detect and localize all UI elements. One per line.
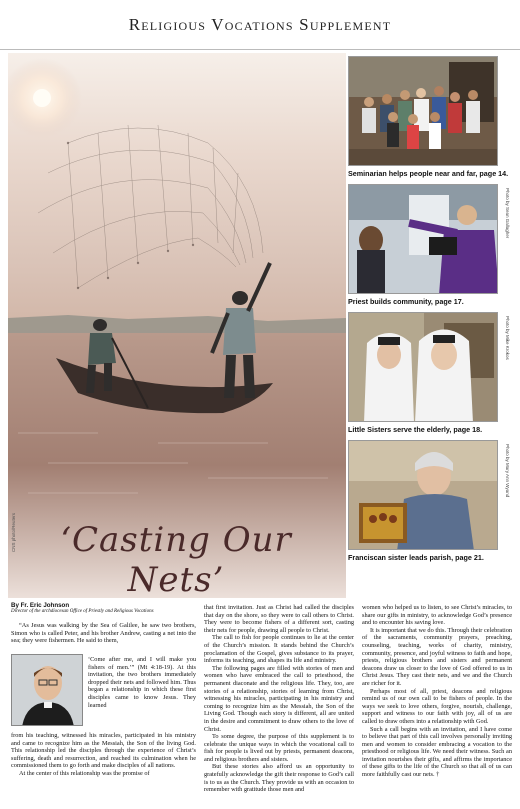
article-paragraph: from his teaching, witnessed his miracles, participated in his ministry and came to recognize him as the Messiah, the Son of the living God. This relationship led the disciples through the experience of Christ’s suffering, death and resurrection, and reached its culmination when he commissioned them to go forth and make disciples of all nations. xyxy=(11,732,196,770)
byline-name: By Fr. Eric Johnson xyxy=(11,602,70,609)
sidebar-caption-franciscan: Franciscan sister leads parish, page 21. xyxy=(348,553,484,562)
article-paragraph: women who helped us to listen, to see Christ’s miracles, to share our gifts in ministry, to acknowledge God’s presence and to encounter his saving love. xyxy=(362,604,512,627)
article-col3 xyxy=(362,604,512,779)
seminarian-photo xyxy=(348,56,498,166)
hero-photo xyxy=(8,53,346,598)
franciscan-sister-photo xyxy=(348,440,498,550)
supplement-title: Religious Vocations Supplement xyxy=(128,14,392,34)
article-paragraph: The call to fish for people continues to lie at the center of the Church’s mission. It stands behind the Church’s proclamation of the Gospel, gives substance to its prayer, informs its teaching, and shapes its life and ministry. xyxy=(204,634,354,665)
article-paragraph: Perhaps most of all, priest, deacons and religious remind us of our own call to be fishers of people. In the ways we seek to love others, forgive, nourish, challenge, support and witness to our faith with joy, all of us are called to draw others into a relationship with God. xyxy=(362,687,512,725)
sidebar xyxy=(348,56,514,568)
hero-photo-credit: CNS photo/Reuters xyxy=(11,513,16,553)
article-col2 xyxy=(204,604,354,794)
sidebar-credit-priest: Photo by Sean Gallagher xyxy=(505,188,510,239)
sidebar-item-seminarian xyxy=(348,56,510,178)
sidebar-credit-franciscan: Photo by Mary Ann Wyand xyxy=(505,444,510,498)
article-paragraph: ‘Come after me, and I will make you fishers of men.’” (Mt 4:18-19). At this invitation, the two brothers immediately dropped their nets and followed him. Thus began a relationship in which these first disciples came to know Jesus. They learned xyxy=(88,656,196,709)
byline-role: Director of the archdiocesan Office of Priestly and Religious Vocations xyxy=(11,609,154,614)
sidebar-caption-seminarian: Seminarian helps people near and far, page 14. xyxy=(348,169,509,178)
byline xyxy=(11,602,196,615)
article-paragraph: But these stories also afford us an opportunity to gratefully acknowledge the gift their response to God’s call is to us as the Church. They provide us with an occasion to remember with gratitude those men and xyxy=(204,763,354,794)
article-col1-bottom xyxy=(11,732,196,778)
supplement-header xyxy=(0,0,520,50)
article-paragraph: To some degree, the purpose of this supplement is to celebrate the unique ways in which the vocational call to fish for people is lived out by priests, permanent deacons, and religious brothers and sisters. xyxy=(204,733,354,763)
article-col1-top xyxy=(11,622,196,645)
article-paragraph: At the center of this relationship was the promise of xyxy=(19,769,150,777)
little-sisters-photo xyxy=(348,312,498,422)
sidebar-caption-priest: Priest builds community, page 17. xyxy=(348,297,464,306)
article-paragraph: Such a call begins with an invitation, and I have come to believe that part of this call involves personally inviting men and women to consider embracing a vocation to the priesthood or religious life. We need their witness. Such an invitation nourishes their gifts, and affirms the importance of these gifts to the life of the Church so that all of us can more faithfully cast our nets. † xyxy=(362,725,512,779)
article-paragraph: that first invitation. Just as Christ had called the disciples that day on the shore, so they were to call others to Christ. They were to become fishers of a different sort, casting their nets for people, drawing all people to Christ. xyxy=(204,604,354,634)
hero-title: ‘Casting Our Nets’ xyxy=(60,520,292,600)
sidebar-item-priest xyxy=(348,184,510,306)
priest-photo xyxy=(348,184,498,294)
sidebar-item-franciscan xyxy=(348,440,510,562)
article-paragraph: The following pages are filled with stories of men and women who have embraced the call to priesthood, the permanent diaconate and the religious life. They, too, are stories of a relationship, stories of learning from Christ, witnessing his miracles, participating in his ministry and coming to recognize him as the Messiah, the Son of the Living God. Though each story is different, all are united in the desire and commitment to draw others to the love of Christ. xyxy=(204,664,354,733)
author-photo xyxy=(11,654,83,726)
sidebar-caption-little-sisters: Little Sisters serve the elderly, page 18. xyxy=(348,425,483,434)
article-paragraph: It is important that we do this. Through their celebration of the sacraments, community prayers, preaching, counseling, teaching, works of charity, ministry, community, presence, and joyful witness to faith and hope, priests, religious brothers and sisters and permanent deacons draw us closer to the love of God offered to us in Christ Jesus. They cast their nets, and we and the Church are richer for it. xyxy=(362,626,512,687)
sidebar-item-little-sisters xyxy=(348,312,510,434)
fishermen-illustration xyxy=(8,53,346,598)
sidebar-credit-little-sisters: Photo by Mike Krokos xyxy=(505,316,510,360)
article-col1-right xyxy=(88,656,196,709)
article-paragraph: “As Jesus was walking by the Sea of Galilee, he saw two brothers, Simon who is called Peter, and his brother Andrew, casting a net into the sea; they were fishermen. He said to them, xyxy=(11,622,196,645)
